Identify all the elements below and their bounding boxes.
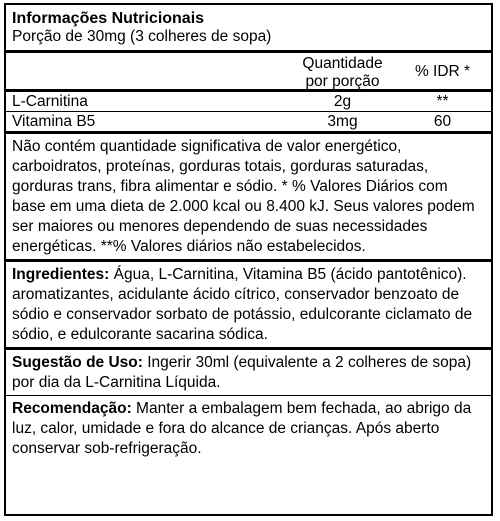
idr-column-header: % IDR * — [414, 63, 471, 80]
nutrient-row — [6, 111, 491, 131]
footnote: Não contém quantidade significativa de valor energético, carboidratos, proteínas, gorduras totais, gorduras saturadas, gorduras trans, fibra alimentar e sódio. * % Valores Diários com base em uma dieta de 2.000 kcal ou 8.400 kJ. Seus valores podem ser maiores ou menores dependendo de suas necessidades energéticas. **% Valores diários não estabelecidos. — [6, 131, 491, 259]
nutrition-label — [4, 3, 493, 516]
column-headers — [6, 50, 491, 89]
usage-text: Ingerir 30ml (equivalente a 2 colheres de sopa) por dia da L-Carnitina Líquida. — [12, 354, 472, 391]
ingredients-label: Ingredientes: — [12, 266, 110, 283]
recommendation-label: Recomendação: — [12, 400, 132, 417]
nutrient-column-header — [6, 53, 291, 89]
nutrient-idr: 60 — [433, 113, 452, 130]
ingredients-section — [6, 259, 491, 347]
nutrient-idr: ** — [436, 93, 449, 110]
nutrient-amount: 3mg — [327, 113, 358, 130]
quantity-column-header — [291, 53, 394, 89]
quantity-header-line1: Quantidade — [302, 55, 383, 72]
quantity-header-line2: por porção — [305, 73, 380, 90]
nutrient-name: L-Carnitina — [12, 93, 88, 110]
recommendation-section — [6, 395, 491, 461]
label-title: Informações Nutricionais — [12, 10, 205, 27]
recommendation-text: Manter a embalagem bem fechada, ao abrigo da luz, calor, umidade e fora do alcance de crianças. Após aberto conservar sob-refrigeração. — [12, 400, 472, 457]
ingredients-text: Água, L-Carnitina, Vitamina B5 (ácido pantotênico). aromatizantes, acidulante ácido cítrico, conservador benzoato de sódio e conservador sorbato de potássio, edulcorante ciclamato de sódio, e edulcorante sacarina sódica. — [12, 266, 473, 343]
nutrient-name: Vitamina B5 — [12, 113, 96, 130]
serving-size: Porção de 30mg (3 colheres de sopa) — [12, 28, 272, 45]
usage-label: Sugestão de Uso: — [12, 354, 143, 371]
nutrient-amount: 2g — [333, 93, 352, 110]
label-header — [6, 5, 491, 50]
usage-section — [6, 347, 491, 395]
nutrient-row — [6, 89, 491, 111]
